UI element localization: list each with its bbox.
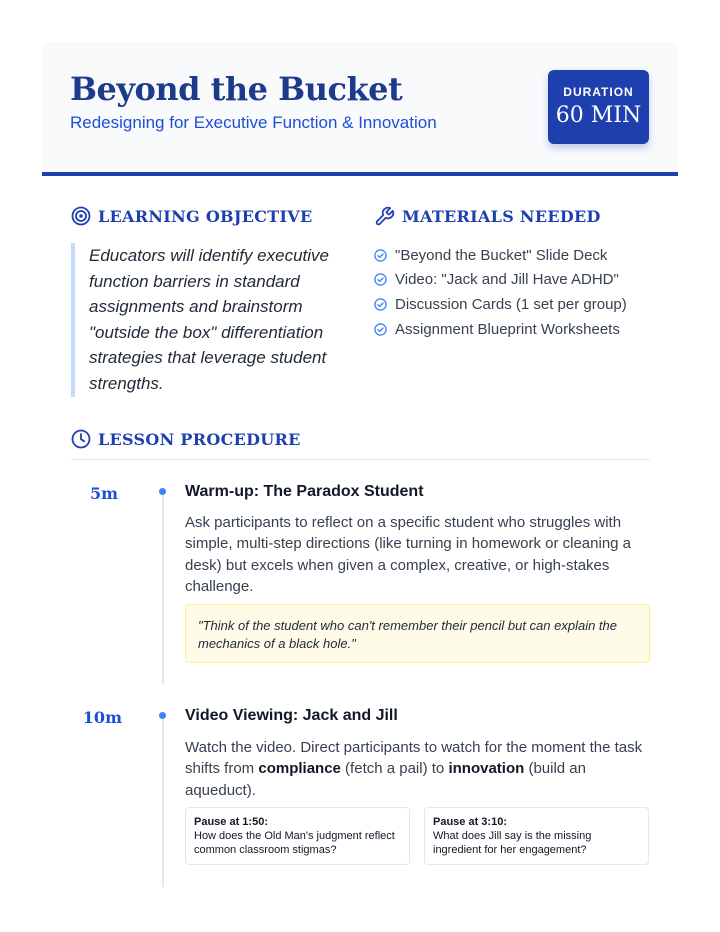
timeline-line (162, 491, 164, 684)
pause-card (185, 807, 410, 865)
material-label: Video: "Jack and Jill Have ADHD" (395, 271, 619, 289)
check-circle-icon (374, 249, 387, 262)
header-divider (42, 172, 678, 176)
check-circle-icon (374, 273, 387, 286)
step-description: Watch the video. Direct participants to watch for the moment the task shifts from compliance (fetch a pail) to innovation (build an aqueduct). (185, 739, 643, 799)
objective-heading-label: LEARNING OBJECTIVE (98, 206, 313, 226)
target-icon (71, 206, 91, 226)
check-circle-icon (374, 298, 387, 311)
quote-callout: "Think of the student who can't remember their pencil but can explain the mechanics of a black hole." (185, 604, 650, 663)
list-item (374, 268, 674, 293)
clock-icon (71, 429, 91, 449)
duration-label: DURATION (563, 85, 634, 99)
pause-question: What does Jill say is the missing ingredient for her engagement? (433, 830, 592, 856)
list-item (374, 292, 674, 317)
step-description: Ask participants to reflect on a specific student who struggles with simple, multi-step directions (like turning in homework or cleaning a desk) but excels when given a complex, creative, or high-stakes challenge. (185, 514, 632, 596)
list-item (374, 317, 674, 342)
pause-label: Pause at 1:50: (194, 816, 268, 828)
step-title: Video Viewing: Jack and Jill (185, 707, 398, 724)
procedure-divider (71, 459, 650, 460)
pause-label: Pause at 3:10: (433, 816, 507, 828)
procedure-heading-label: LESSON PROCEDURE (98, 429, 301, 449)
objective-heading (71, 206, 313, 226)
step-title: Warm-up: The Paradox Student (185, 483, 424, 500)
page-title: Beyond the Bucket (70, 70, 403, 108)
materials-heading (374, 206, 601, 227)
material-label: "Beyond the Bucket" Slide Deck (395, 246, 608, 264)
pause-card (424, 807, 649, 865)
list-item (374, 243, 674, 268)
step-time: 10m (82, 708, 122, 727)
duration-badge (548, 70, 649, 144)
step-time: 5m (89, 484, 118, 503)
timeline-dot (159, 488, 166, 495)
duration-value: 60 MIN (555, 103, 642, 128)
check-circle-icon (374, 323, 387, 336)
material-label: Discussion Cards (1 set per group) (395, 295, 627, 313)
pause-question: How does the Old Man's judgment reflect common classroom stigmas? (194, 830, 395, 856)
page-subtitle: Redesigning for Executive Function & Innovation (70, 113, 437, 132)
material-label: Assignment Blueprint Worksheets (395, 320, 620, 338)
lesson-header (42, 42, 678, 173)
timeline-line (162, 715, 164, 887)
materials-list (374, 243, 674, 341)
procedure-heading (71, 429, 301, 449)
materials-heading-label: MATERIALS NEEDED (402, 207, 601, 226)
wrench-icon (374, 206, 395, 227)
timeline-dot (159, 712, 166, 719)
objective-text: Educators will identify executive function barriers in standard assignments and brainstorm "outside the box" differentiation strategies that leverage student strengths. (71, 243, 341, 397)
